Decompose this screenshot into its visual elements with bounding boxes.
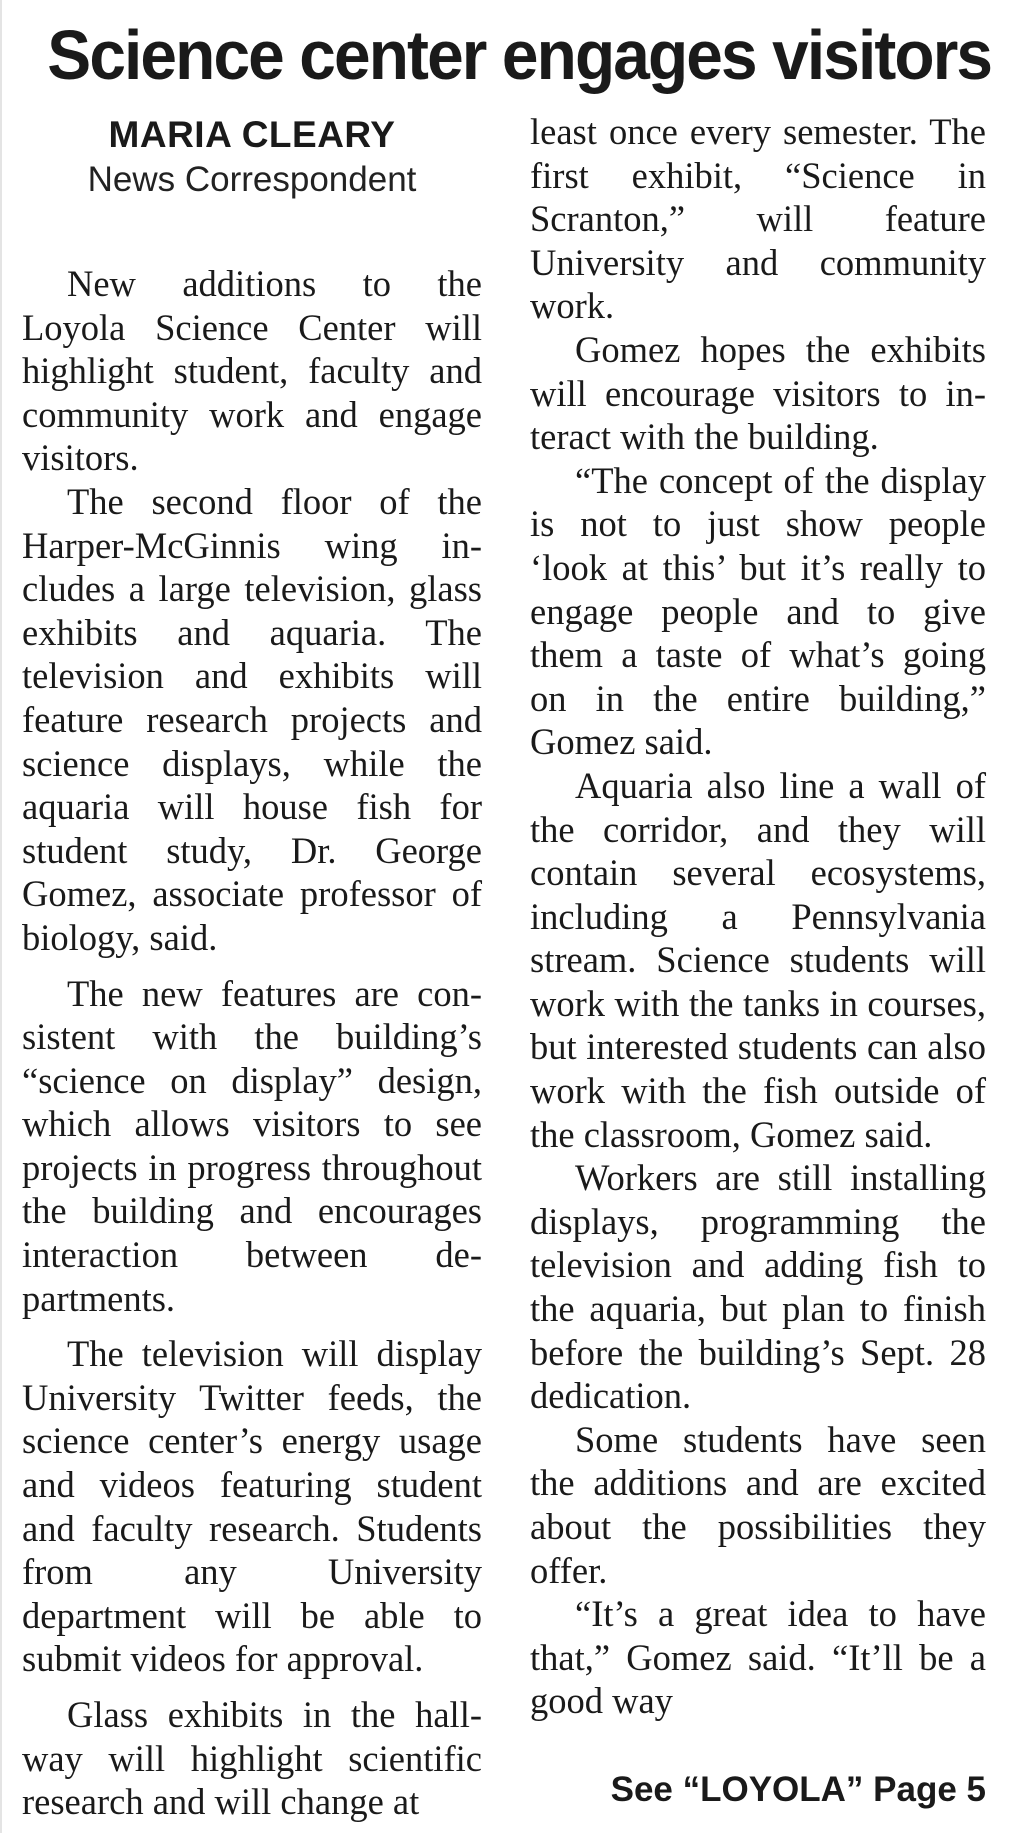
left-edge-rule <box>0 0 2 1833</box>
paragraph: The television will display University Twitter feeds, the science center’s energy usage and videos featuring student and faculty research. Students from any University department will be able to submit videos for approval. <box>22 1333 482 1680</box>
paragraph: Some students have seen the additions and are excited about the possibilities they offer. <box>530 1418 986 1591</box>
paragraph: The new features are consistent with the building’s “science on display” design, which allows visitors to see projects in progress throughout the building and encourages interaction between departments. <box>22 972 482 1319</box>
headline: Science center engages visitors <box>47 16 992 94</box>
paragraph-continued: least once every semester. The first exhibit, “Science in Scranton,” will feature University and community work. <box>530 111 986 327</box>
paragraph: “The concept of the display is not to just show people ‘look at this’ but it’s really to engage people and to give them a taste of what’s going on in the entire building,” Gomez said. <box>530 459 986 763</box>
byline-author: MARIA CLEARY <box>108 114 396 155</box>
paragraph: New additions to the Loyola Science Center will highlight student, faculty and community work and engage visitors. <box>22 263 482 479</box>
jump-line: See “LOYOLA” Page 5 <box>610 1770 986 1809</box>
article-column-1 <box>22 262 482 1833</box>
paragraph: Workers are still installing displays, programming the television and adding fish to the aquaria, but plan to finish before the building’s Sept. 28 dedication. <box>530 1157 986 1417</box>
byline <box>22 112 482 202</box>
paragraph: Glass exhibits in the hallway will highlight scientific research and will change at <box>22 1694 482 1823</box>
paragraph: Aquaria also line a wall of the corridor, and they will contain several ecosystems, including a Pennsylvania stream. Science students will work with the tanks in courses, but interested students can also work with the fish outside of the classroom, Gomez said. <box>530 764 986 1155</box>
paragraph: Gomez hopes the exhibits will encourage visitors to interact with the building. <box>530 328 986 458</box>
paragraph: The second floor of the Harper-McGinnis wing includes a large television, glass exhibits and aquaria. The television and exhibits will feature research projects and science displays, while the aquaria will house fish for student study, Dr. George Gomez, associate professor of biology, said. <box>22 480 482 958</box>
paragraph: “It’s a great idea to have that,” Gomez said. “It’ll be a good way <box>530 1593 986 1722</box>
byline-role: News Correspondent <box>87 160 417 199</box>
article-column-2 <box>530 110 986 1833</box>
